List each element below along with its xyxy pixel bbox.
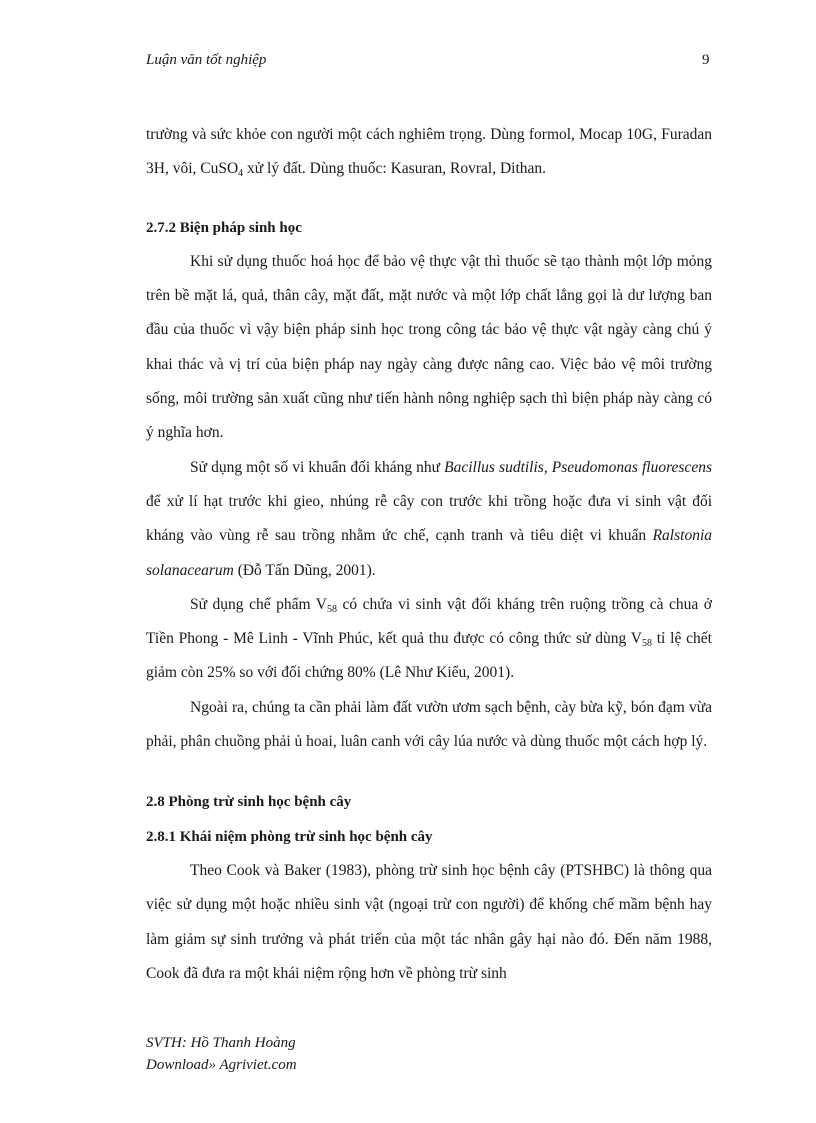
p3-text-c: tỉ lệ chết giảm còn 25% so với đối chứng 80% (Lê Như Kiểu, 2001). [146, 630, 712, 682]
section-272-paragraph-3 [146, 588, 712, 691]
section-28-heading: 2.8 Phòng trừ sinh học bệnh cây [146, 794, 352, 811]
section-281-paragraph-1: Theo Cook và Baker (1983), phòng trừ sinh học bệnh cây (PTSHBC) là thông qua việc sử dụng một hoặc nhiều sinh vật (ngoại trừ con người) để khống chế mầm bệnh hay làm giảm sự sinh trưởng và phát triển của một tác nhân gây hại nào đó. Đến năm 1988, Cook đã đưa ra một khái niệm rộng hơn về phòng trừ sinh [146, 861, 712, 982]
p2-text-c: (Đỗ Tấn Dũng, 2001). [233, 561, 376, 579]
p3-subscript-b: 58 [641, 638, 652, 650]
page-footer [146, 1032, 297, 1076]
intro-subscript: 4 [238, 168, 244, 180]
intro-text-2: xử lý đất. Dùng thuốc: Kasuran, Rovral, Dithan. [243, 160, 547, 178]
section-272-heading: 2.7.2 Biện pháp sinh học [146, 219, 302, 236]
p3-subscript-a: 58 [326, 603, 337, 615]
page-body [146, 118, 712, 991]
page-number: 9 [702, 52, 710, 68]
p3-text-a: Sử dụng chế phẩm V [190, 595, 327, 613]
footer-author: SVTH: Hồ Thanh Hoàng [146, 1035, 296, 1051]
intro-text-1: trường và sức khỏe con người một cách nghiêm trọng. Dùng formol, Mocap 10G, Furadan 3H, vôi, CuSO [146, 126, 712, 178]
p2-text-a: Sử dụng một số vi khuẩn đối kháng như [190, 458, 445, 476]
section-272-paragraph-1: Khi sử dụng thuốc hoá học để bảo vệ thực vật thì thuốc sẽ tạo thành một lớp mỏng trên bề mặt lá, quả, thân cây, mặt đất, mặt nước và một lớp chất lắng gọi là dư lượng ban đầu của thuốc vì vậy biện pháp sinh học trong công tác bảo vệ thực vật ngày càng chú ý khai thác và vị trí của biện pháp nay ngày càng được nâng cao. Việc bảo vệ môi trường sống, môi trường sản xuất cũng như tiến hành nông nghiệp sạch thì biện pháp này càng có ý nghĩa hơn. [146, 252, 712, 442]
p2-text-b: để xử lí hạt trước khi gieo, nhúng rễ cây con trước khi trồng hoặc đưa vi sinh vật đối kháng vào vùng rễ sau trồng nhằm ức chế, cạnh tranh và tiêu diệt vi khuẩn [146, 492, 712, 545]
p3-text-b: có chứa vi sinh vật đối kháng trên ruộng trồng cà chua ở Tiền Phong - Mê Linh - Vĩnh Phúc, kết quả thu được có công thức sử dùng V [146, 595, 712, 648]
p2-species-2: Ralstonia solanacearum [146, 527, 712, 579]
section-272-paragraph-2 [146, 451, 712, 588]
p2-species-1: Bacillus sudtilis, Pseudomonas fluorescens [444, 458, 712, 476]
intro-paragraph [146, 118, 712, 187]
footer-source: Download» Agriviet.com [146, 1057, 297, 1073]
page-header-title: Luận văn tốt nghiệp [146, 52, 267, 68]
section-272-paragraph-4: Ngoài ra, chúng ta cần phải làm đất vườn ươm sạch bệnh, cày bừa kỹ, bón đạm vừa phải, phân chuồng phải ủ hoai, luân canh với cây lúa nước và dùng thuốc một cách hợp lý. [146, 698, 712, 751]
section-281-heading: 2.8.1 Khái niệm phòng trừ sinh học bệnh cây [146, 828, 433, 845]
